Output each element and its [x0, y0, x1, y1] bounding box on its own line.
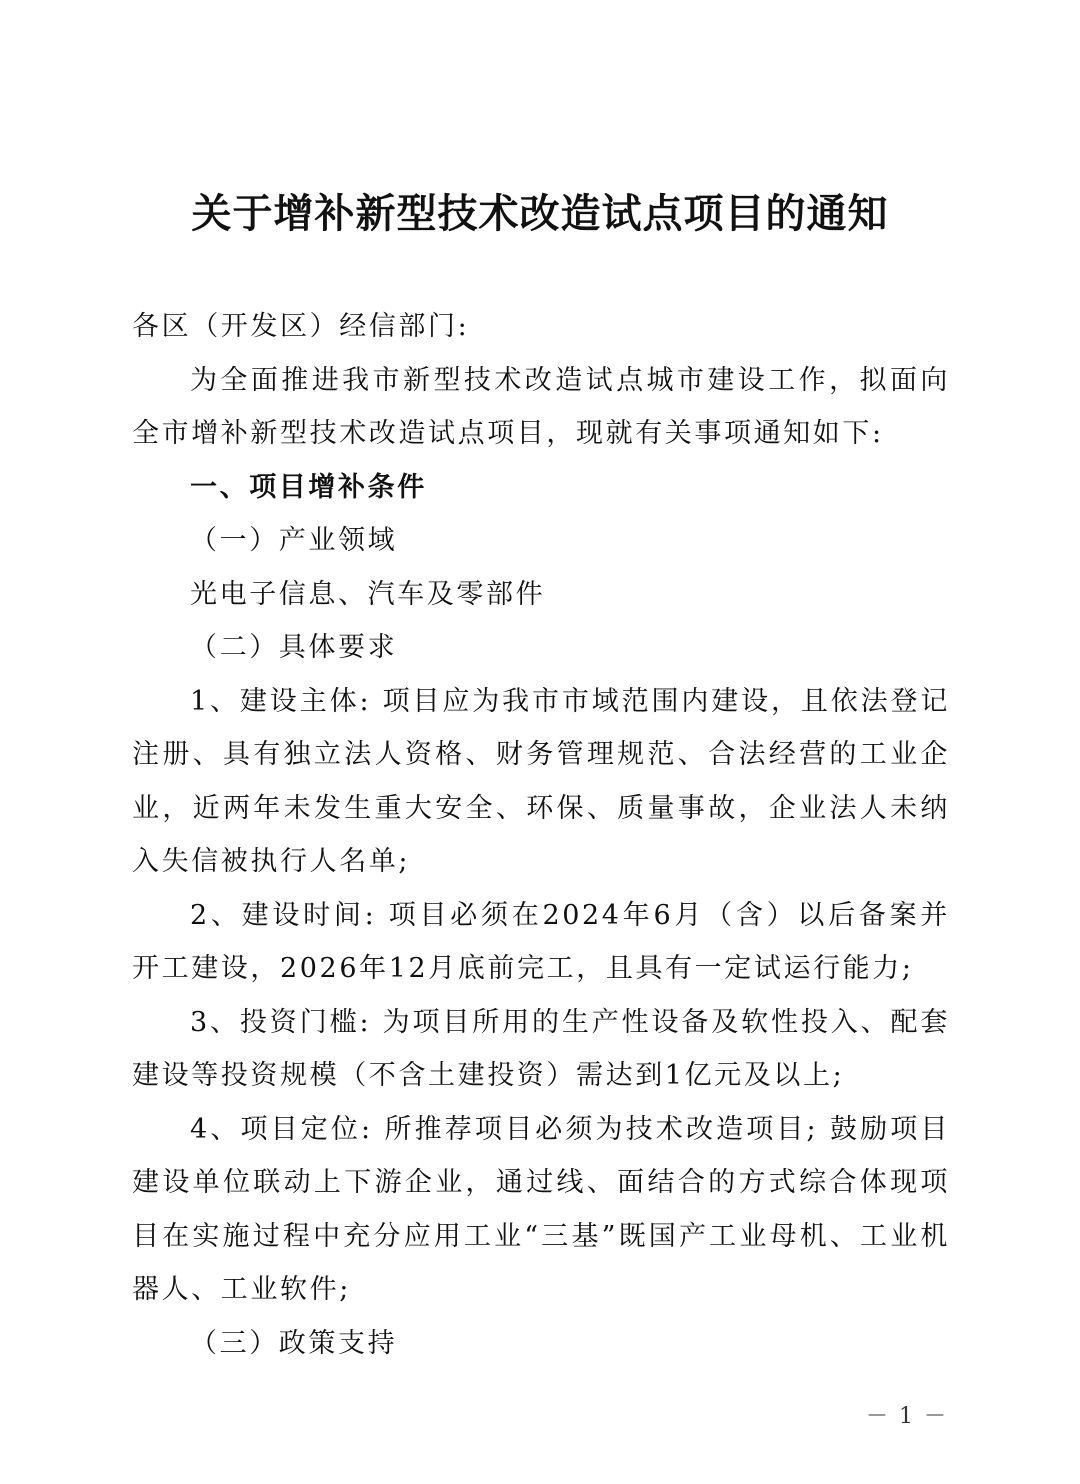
subheading-policy-support: （三）政策支持	[190, 1327, 398, 1359]
requirement-2: 2、建设时间: 项目必须在2024年6月（含）以后备案并开工建设，2026年12月底前完工，且具有一定试运行能力;	[132, 899, 950, 984]
requirement-4: 4、项目定位: 所推荐项目必须为技术改造项目; 鼓励项目建设单位联动上下游企业，通过线、面结合的方式综合体现项目在实施过程中充分应用工业“三基”既国产工业母机、工业机器人、工业软件;	[132, 1113, 950, 1305]
page-number: － 1 －	[866, 1404, 948, 1429]
subheading-requirements: （二）具体要求	[190, 632, 398, 663]
requirement-1: 1、建设主体: 项目应为我市市域范围内建设，且依法登记注册、具有独立法人资格、财务管理规范、合法经营的工业企业，近两年未发生重大安全、环保、质量事故，企业法人未纳入失信被执行人名单;	[132, 685, 950, 877]
document-title: 关于增补新型技术改造试点项目的通知	[191, 190, 889, 237]
document-body	[132, 300, 950, 1370]
salutation: 各区（开发区）经信部门:	[132, 311, 470, 342]
section-heading-conditions: 一、项目增补条件	[190, 471, 427, 503]
industry-text: 光电子信息、汽车及零部件	[190, 578, 546, 610]
requirement-3: 3、投资门槛: 为项目所用的生产性设备及软性投入、配套建设等投资规模（不含土建投资）需达到1亿元及以上;	[132, 1006, 950, 1091]
subheading-industry: （一）产业领域	[190, 525, 398, 556]
intro-paragraph: 为全面推进我市新型技术改造试点城市建设工作，拟面向全市增补新型技术改造试点项目，现就有关事项通知如下:	[132, 364, 950, 449]
